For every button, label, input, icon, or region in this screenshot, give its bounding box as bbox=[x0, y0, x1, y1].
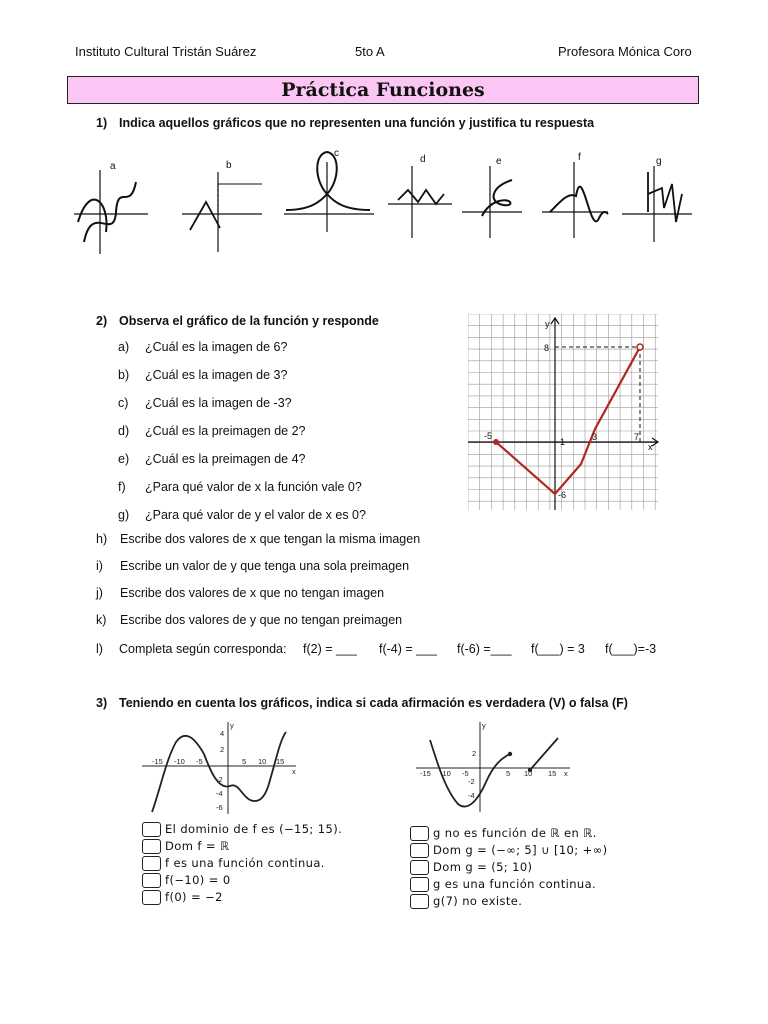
subitem-text: ¿Cuál es la imagen de 3? bbox=[145, 368, 288, 382]
graph-b-label: b bbox=[226, 160, 232, 171]
subitem-letter: g) bbox=[118, 508, 130, 522]
q2-items bbox=[96, 532, 456, 640]
item-text: Escribe dos valores de y que no tengan preimagen bbox=[120, 613, 403, 627]
q2-number: 2) bbox=[96, 314, 108, 328]
q1-text: Indica aquellos gráficos que no representen una función y justifica tu respuesta bbox=[119, 116, 595, 130]
option-text: g(7) no existe. bbox=[433, 894, 523, 908]
answer-checkbox[interactable] bbox=[142, 822, 161, 837]
item-letter: k) bbox=[96, 613, 107, 627]
subitem-text: ¿Para qué valor de x la función vale 0? bbox=[145, 480, 362, 494]
graph-a bbox=[74, 170, 148, 254]
subitem-text: ¿Cuál es la imagen de -3? bbox=[145, 396, 292, 410]
item bbox=[96, 532, 456, 559]
complete-row bbox=[96, 642, 696, 660]
option-row bbox=[142, 839, 342, 856]
graph-e bbox=[462, 166, 522, 238]
option-text: f(0) = −2 bbox=[165, 890, 223, 904]
g-axis-x: x bbox=[564, 769, 568, 778]
q1-number: 1) bbox=[96, 116, 108, 130]
option-row bbox=[142, 856, 342, 873]
q3-text: Teniendo en cuenta los gráficos, indica si cada afirmación es verdadera (V) o falsa (F) bbox=[119, 696, 628, 710]
g-x-tick: -15 bbox=[420, 769, 431, 778]
subitem-text: ¿Cuál es la preimagen de 4? bbox=[145, 452, 306, 466]
f-axis-y: y bbox=[230, 721, 234, 730]
item-text: Escribe dos valores de x que tengan la misma imagen bbox=[120, 532, 421, 546]
g-y-tick: -4 bbox=[468, 791, 475, 800]
q2-text: Observa el gráfico de la función y responde bbox=[119, 314, 379, 328]
option-text: Dom f = ℝ bbox=[165, 839, 230, 853]
subitem bbox=[118, 452, 418, 480]
q3-number: 3) bbox=[96, 696, 108, 710]
g-x-tick: 10 bbox=[524, 769, 533, 778]
graph-e-label: e bbox=[496, 156, 502, 167]
complete-blank[interactable]: f(___) = 3 bbox=[531, 642, 585, 656]
g-y-tick: 2 bbox=[472, 749, 477, 758]
item-text: Escribe dos valores de x que no tengan imagen bbox=[120, 586, 385, 600]
item bbox=[96, 559, 456, 586]
complete-blank[interactable]: f(-4) = ___ bbox=[379, 642, 438, 656]
tick-x-3: 3 bbox=[592, 432, 598, 442]
tick-y-bottom: -6 bbox=[558, 490, 567, 500]
option-text: El dominio de f es (−15; 15). bbox=[165, 822, 343, 836]
graph-f-label: f bbox=[578, 152, 581, 163]
subitem-letter: f) bbox=[118, 480, 126, 494]
subitem-text: ¿Cuál es la preimagen de 2? bbox=[145, 424, 306, 438]
g-x-tick: 15 bbox=[548, 769, 557, 778]
subitem bbox=[118, 396, 418, 424]
teacher-name: Profesora Mónica Coro bbox=[558, 44, 692, 59]
option-text: g es una función continua. bbox=[433, 877, 597, 891]
subitem bbox=[118, 340, 418, 368]
option-row bbox=[142, 822, 342, 839]
axis-x-label: x bbox=[648, 442, 653, 452]
answer-checkbox[interactable] bbox=[410, 877, 429, 892]
option-row bbox=[142, 890, 342, 907]
item bbox=[96, 586, 456, 613]
f-y-tick: 2 bbox=[220, 745, 225, 754]
answer-checkbox[interactable] bbox=[410, 860, 429, 875]
f-y-tick: -2 bbox=[216, 775, 223, 784]
option-text: Dom g = (5; 10) bbox=[433, 860, 533, 874]
subitem bbox=[118, 424, 418, 452]
subitem-letter: b) bbox=[118, 368, 130, 382]
answer-checkbox[interactable] bbox=[142, 873, 161, 888]
subitem bbox=[118, 368, 418, 396]
f-axis-x: x bbox=[292, 767, 296, 776]
q2-subitems bbox=[118, 340, 418, 536]
answer-checkbox[interactable] bbox=[142, 890, 161, 905]
graph-d bbox=[388, 166, 452, 238]
title-box bbox=[67, 76, 699, 104]
g-x-tick: -5 bbox=[462, 769, 469, 778]
q1-graphs bbox=[70, 142, 700, 272]
graph-d-label: d bbox=[420, 154, 426, 165]
g-x-tick: 5 bbox=[506, 769, 511, 778]
q3-graph-g bbox=[414, 718, 574, 814]
subitem-letter: d) bbox=[118, 424, 130, 438]
subitem bbox=[118, 480, 418, 508]
item-letter: j) bbox=[96, 586, 103, 600]
school-name: Instituto Cultural Tristán Suárez bbox=[75, 44, 257, 59]
g-y-tick: -2 bbox=[468, 777, 475, 786]
complete-text: Completa según corresponda: bbox=[119, 642, 287, 656]
complete-blank[interactable]: f(2) = ___ bbox=[303, 642, 357, 656]
answer-checkbox[interactable] bbox=[410, 843, 429, 858]
f-y-tick: -6 bbox=[216, 803, 223, 812]
f-x-tick: -15 bbox=[152, 757, 163, 766]
option-text: f es una función continua. bbox=[165, 856, 325, 870]
complete-letter: l) bbox=[96, 642, 103, 656]
answer-checkbox[interactable] bbox=[142, 839, 161, 854]
f-x-tick: 5 bbox=[242, 757, 247, 766]
tick-x-right: 7 bbox=[634, 432, 640, 442]
q3-right-options bbox=[410, 826, 608, 911]
page-title: Práctica Funciones bbox=[281, 79, 485, 101]
subitem-letter: e) bbox=[118, 452, 130, 466]
subitem-letter: a) bbox=[118, 340, 130, 354]
q3-left-options bbox=[142, 822, 342, 907]
answer-checkbox[interactable] bbox=[410, 826, 429, 841]
subitem-text: ¿Para qué valor de y el valor de x es 0? bbox=[145, 508, 366, 522]
answer-checkbox[interactable] bbox=[142, 856, 161, 871]
f-x-tick: -5 bbox=[196, 757, 203, 766]
subitem-text: ¿Cuál es la imagen de 6? bbox=[145, 340, 288, 354]
item-text: Escribe un valor de y que tenga una sola preimagen bbox=[120, 559, 410, 573]
q3-graph-f bbox=[138, 720, 298, 816]
graph-b bbox=[182, 172, 262, 252]
f-y-tick: 4 bbox=[220, 729, 225, 738]
option-text: f(−10) = 0 bbox=[165, 873, 231, 887]
grade-label: 5to A bbox=[355, 44, 385, 59]
graph-a-label: a bbox=[110, 161, 116, 172]
f-x-tick: 15 bbox=[276, 757, 285, 766]
option-row bbox=[410, 826, 608, 843]
answer-checkbox[interactable] bbox=[410, 894, 429, 909]
option-text: Dom g = (−∞; 5] ∪ [10; +∞) bbox=[433, 843, 608, 857]
complete-blank[interactable]: f(-6) =___ bbox=[457, 642, 512, 656]
option-row bbox=[410, 843, 608, 860]
axis-y-label: y bbox=[545, 319, 550, 329]
f-x-tick: 10 bbox=[258, 757, 267, 766]
tick-x-mid: -1 bbox=[557, 437, 566, 447]
tick-y-top: 8 bbox=[544, 343, 550, 353]
complete-blank[interactable]: f(___)=-3 bbox=[605, 642, 657, 656]
tick-x-left: -5 bbox=[484, 431, 493, 441]
subitem-letter: c) bbox=[118, 396, 129, 410]
graph-c-label: c bbox=[334, 148, 339, 159]
g-axis-y: y bbox=[482, 721, 486, 730]
graph-f bbox=[542, 162, 608, 238]
f-y-tick: -4 bbox=[216, 789, 223, 798]
q2-graph bbox=[468, 314, 662, 510]
item bbox=[96, 613, 456, 640]
graph-c bbox=[284, 152, 374, 232]
option-row bbox=[410, 877, 608, 894]
item-letter: i) bbox=[96, 559, 103, 573]
graph-g bbox=[622, 166, 692, 242]
g-x-tick: -10 bbox=[440, 769, 451, 778]
f-x-tick: -10 bbox=[174, 757, 185, 766]
option-row bbox=[410, 894, 608, 911]
option-row bbox=[410, 860, 608, 877]
graph-g-label: g bbox=[656, 156, 662, 167]
item-letter: h) bbox=[96, 532, 108, 546]
option-row bbox=[142, 873, 342, 890]
option-text: g no es función de ℝ en ℝ. bbox=[433, 826, 597, 840]
